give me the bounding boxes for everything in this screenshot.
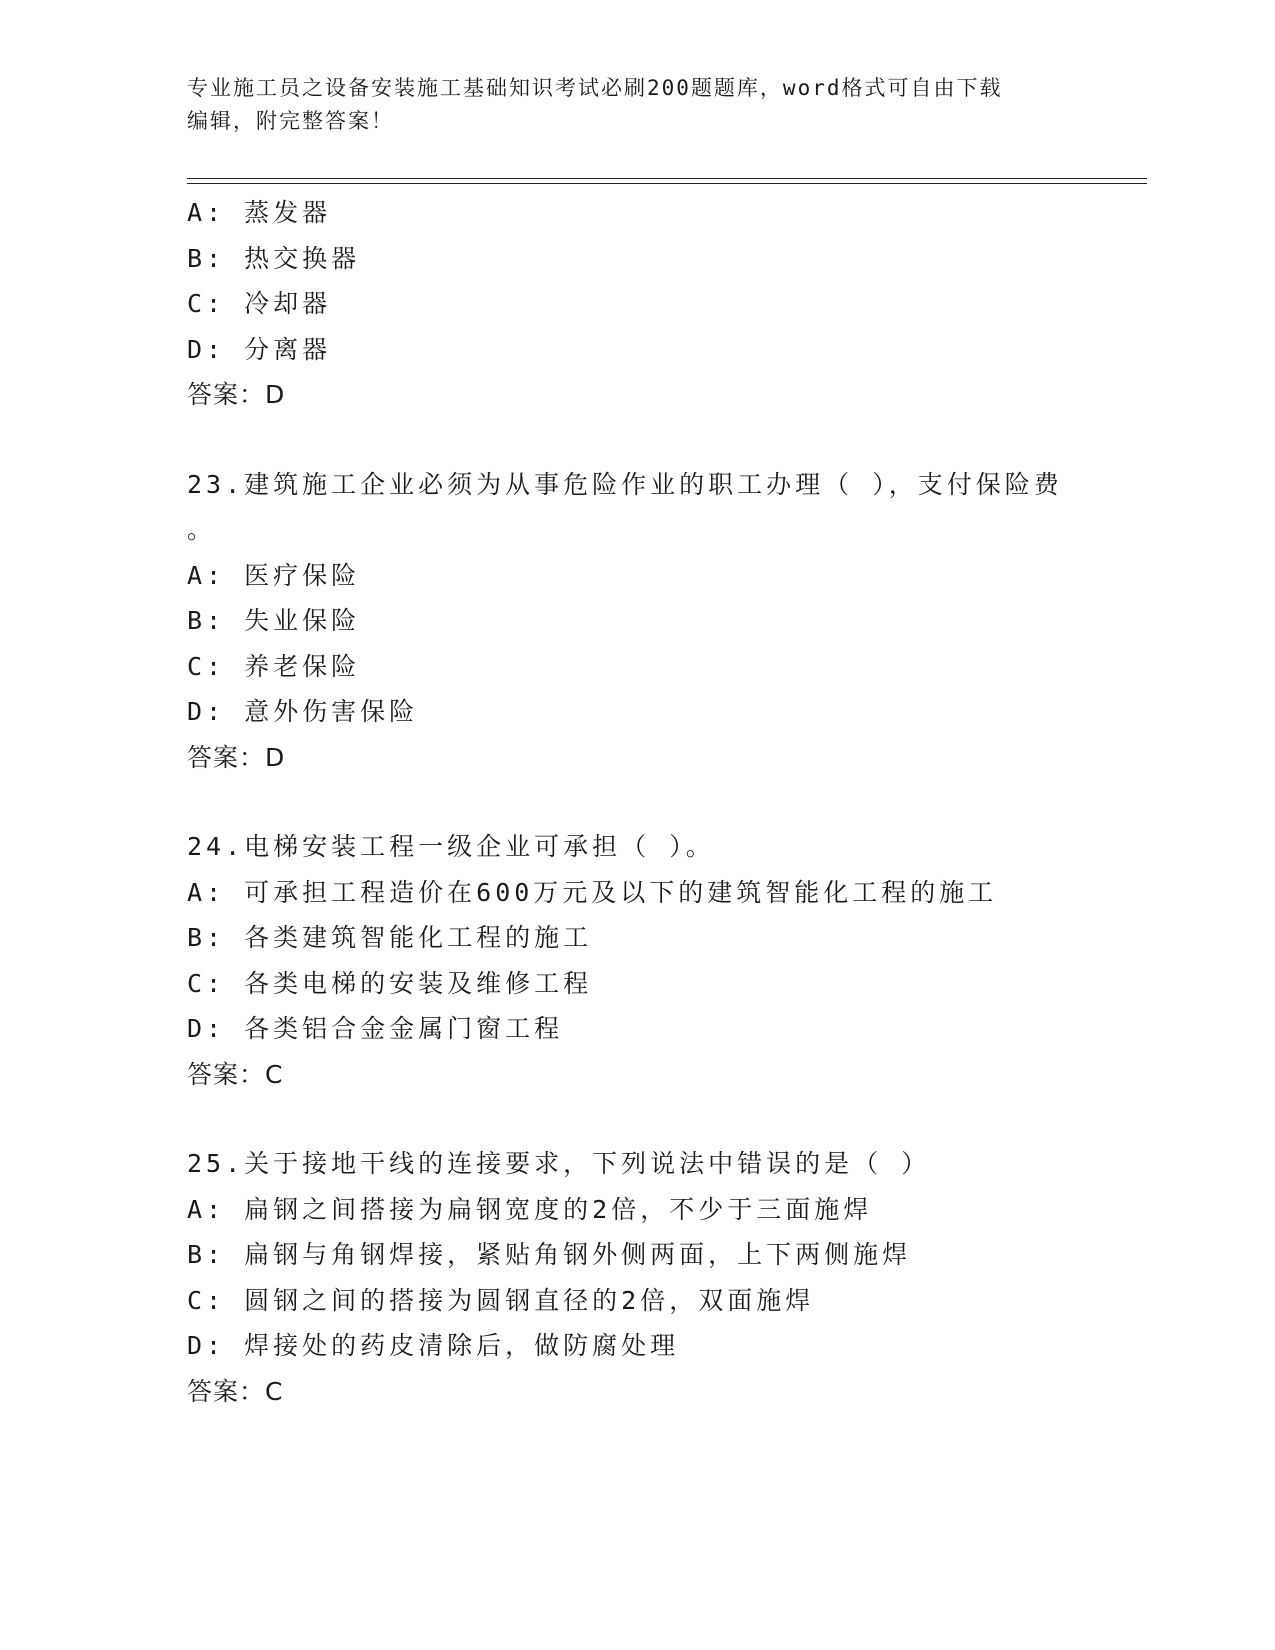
option-a: A: 可承担工程造价在600万元及以下的建筑智能化工程的施工 [187,877,998,907]
question-24 [187,824,1127,1097]
option-b: B: 各类建筑智能化工程的施工 [187,923,593,952]
question-22-partial [187,190,1127,418]
option-b: B: 失业保险 [187,606,361,635]
option-d: D: 分离器 [187,334,332,364]
header-divider-bottom [187,183,1147,184]
question-stem: 25.关于接地干线的连接要求，下列说法中错误的是（ ） [187,1149,931,1178]
option-c: C: 冷却器 [187,289,332,318]
header-divider-top [187,178,1147,179]
question-stem: 24.电梯安装工程一级企业可承担（ ）。 [187,832,715,861]
question-25 [187,1141,1127,1414]
option-a: A: 医疗保险 [187,560,361,590]
question-stem-continued: 。 [187,515,217,544]
header-title-line2: 编辑，附完整答案！ [187,109,394,133]
question-stem: 23.建筑施工企业必须为从事危险作业的职工办理（ ），支付保险费 [187,469,1063,499]
option-d: D: 焊接处的药皮清除后，做防腐处理 [187,1331,680,1360]
option-a: A: 蒸发器 [187,198,332,227]
option-c: C: 各类电梯的安装及维修工程 [187,968,593,998]
question-list [187,190,1127,1414]
option-d: D: 意外伤害保险 [187,697,419,726]
answer: 答案：C [187,1376,284,1406]
option-c: C: 圆钢之间的搭接为圆钢直径的2倍，双面施焊 [187,1285,815,1315]
answer: 答案：C [187,1059,284,1089]
option-a: A: 扁钢之间搭接为扁钢宽度的2倍，不少于三面施焊 [187,1194,873,1224]
option-b: B: 热交换器 [187,243,361,273]
option-d: D: 各类铝合金金属门窗工程 [187,1014,564,1043]
header-title-line1: 专业施工员之设备安装施工基础知识考试必刷200题题库，word格式可自由下载 [187,76,1003,100]
document-header [187,72,1067,138]
answer: 答案：D [187,742,286,772]
option-b: B: 扁钢与角钢焊接，紧贴角钢外侧两面，上下两侧施焊 [187,1240,912,1269]
option-c: C: 养老保险 [187,651,361,681]
answer: 答案：D [187,380,286,409]
question-23 [187,462,1127,781]
